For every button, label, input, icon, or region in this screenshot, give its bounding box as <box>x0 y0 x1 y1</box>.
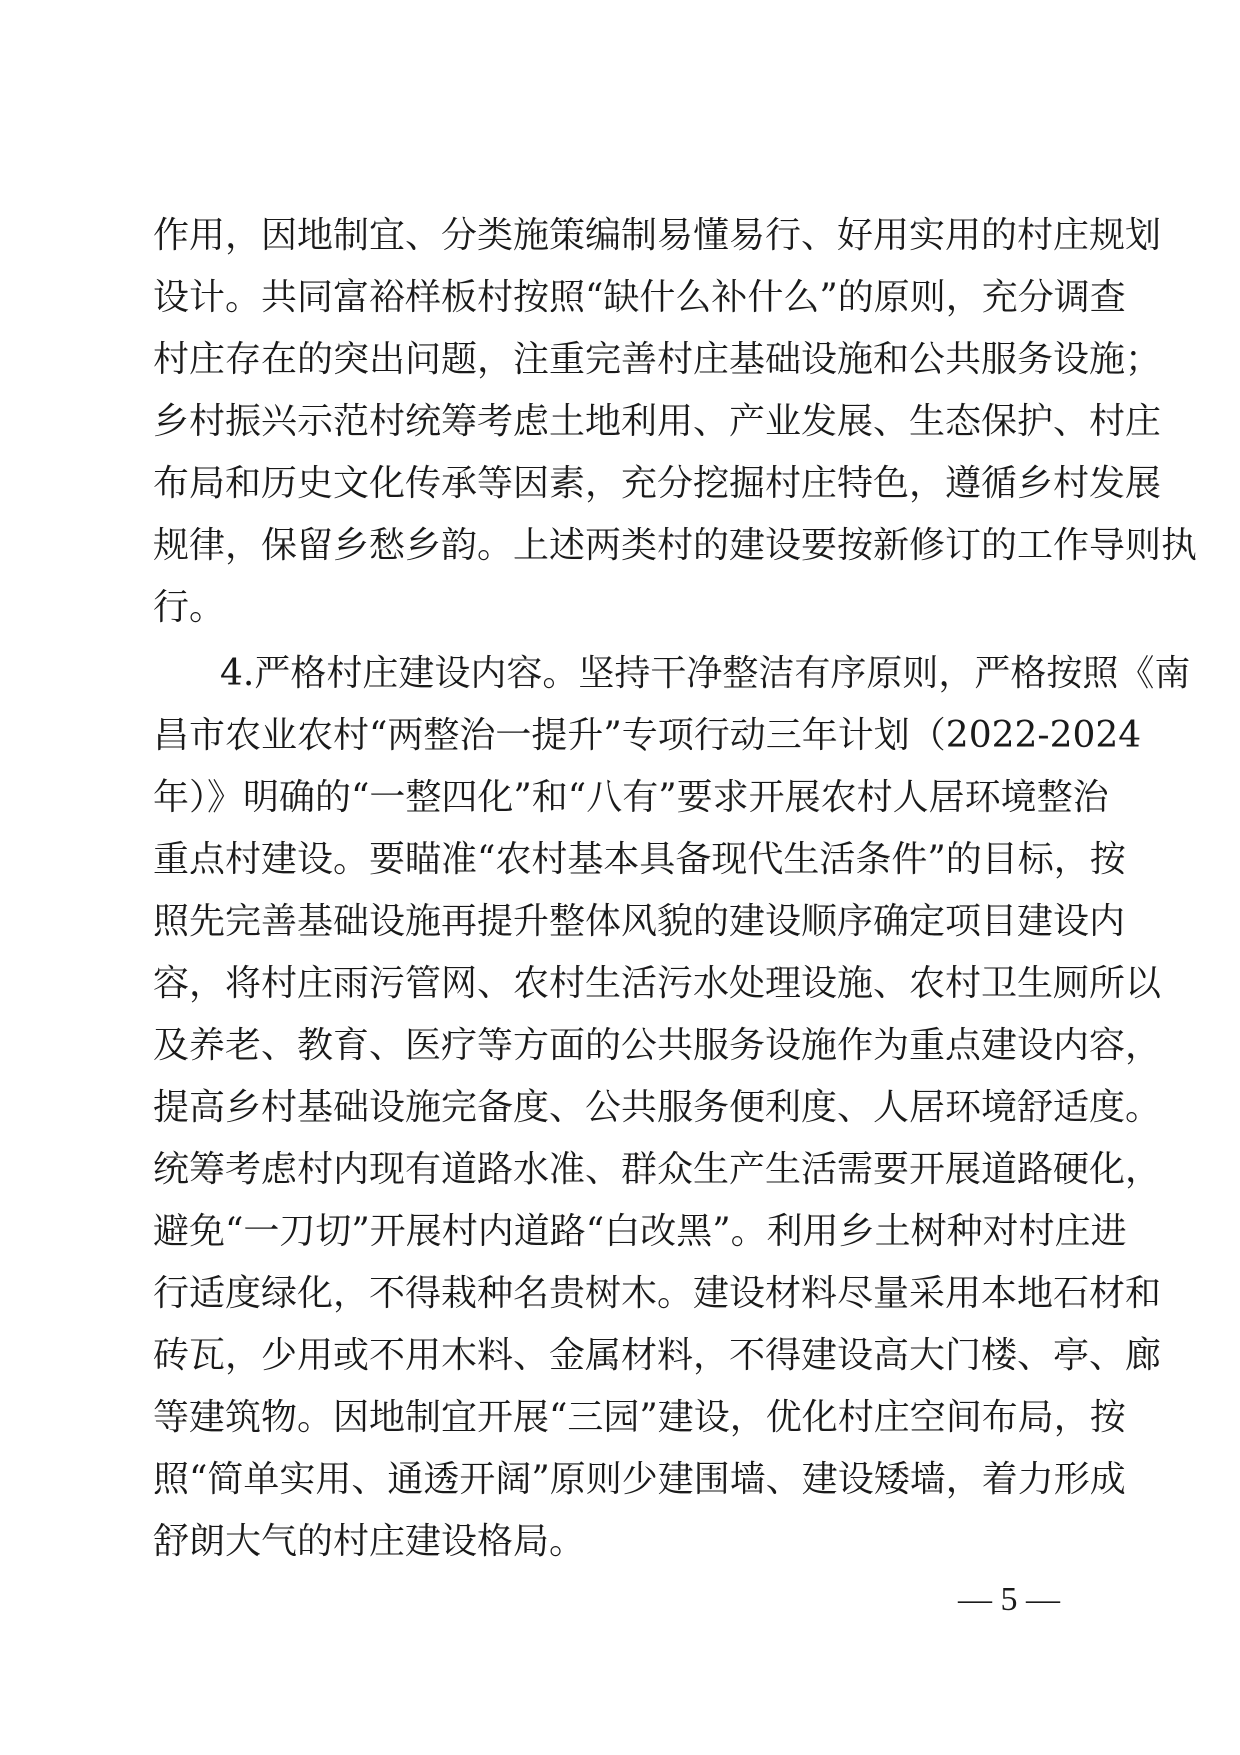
text-line: 行。 <box>153 587 226 628</box>
text-line: 乡村振兴示范村统筹考虑土地利用、产业发展、生态保护、村庄 <box>153 401 1162 442</box>
text-line: 舒朗大气的村庄建设格局。 <box>153 1521 586 1562</box>
text-line: 行适度绿化，不得栽种名贵树木。建设材料尽量采用本地石材和 <box>153 1273 1162 1314</box>
text-line: 及养老、教育、医疗等方面的公共服务设施作为重点建设内容， <box>153 1025 1162 1066</box>
text-line: 4.严格村庄建设内容。坚持干净整洁有序原则，严格按照《南 <box>220 653 1191 694</box>
page-number: — 5 — <box>958 1581 1060 1618</box>
text-line: 布局和历史文化传承等因素，充分挖掘村庄特色，遵循乡村发展 <box>153 463 1162 504</box>
text-line: 规律，保留乡愁乡韵。上述两类村的建设要按新修订的工作导则执 <box>153 525 1198 566</box>
text-line: 提高乡村基础设施完备度、公共服务便利度、人居环境舒适度。 <box>153 1087 1162 1128</box>
text-line: 村庄存在的突出问题，注重完善村庄基础设施和公共服务设施； <box>153 339 1162 380</box>
text-line: 避免“一刀切”开展村内道路“白改黑”。利用乡土树种对村庄进 <box>153 1211 1127 1252</box>
text-line: 年）》明确的“一整四化”和“八有”要求开展农村人居环境整治 <box>153 777 1109 818</box>
text-line: 设计。共同富裕样板村按照“缺什么补什么”的原则，充分调查 <box>153 277 1126 318</box>
text-line: 照先完善基础设施再提升整体风貌的建设顺序确定项目建设内 <box>153 901 1126 942</box>
text-line: 昌市农业农村“两整治一提升”专项行动三年计划（2022-2024 <box>153 715 1142 756</box>
text-line: 重点村建设。要瞄准“农村基本具备现代生活条件”的目标，按 <box>153 839 1126 880</box>
text-line: 容，将村庄雨污管网、农村生活污水处理设施、农村卫生厕所以 <box>153 963 1162 1004</box>
text-line: 统筹考虑村内现有道路水准、群众生产生活需要开展道路硬化， <box>153 1149 1162 1190</box>
text-line: 照“简单实用、通透开阔”原则少建围墙、建设矮墙，着力形成 <box>153 1459 1126 1500</box>
text-line: 等建筑物。因地制宜开展“三园”建设，优化村庄空间布局，按 <box>153 1397 1126 1438</box>
text-line: 砖瓦，少用或不用木料、金属材料，不得建设高大门楼、亭、廊 <box>153 1335 1162 1376</box>
text-line: 作用，因地制宜、分类施策编制易懂易行、好用实用的村庄规划 <box>153 215 1162 256</box>
